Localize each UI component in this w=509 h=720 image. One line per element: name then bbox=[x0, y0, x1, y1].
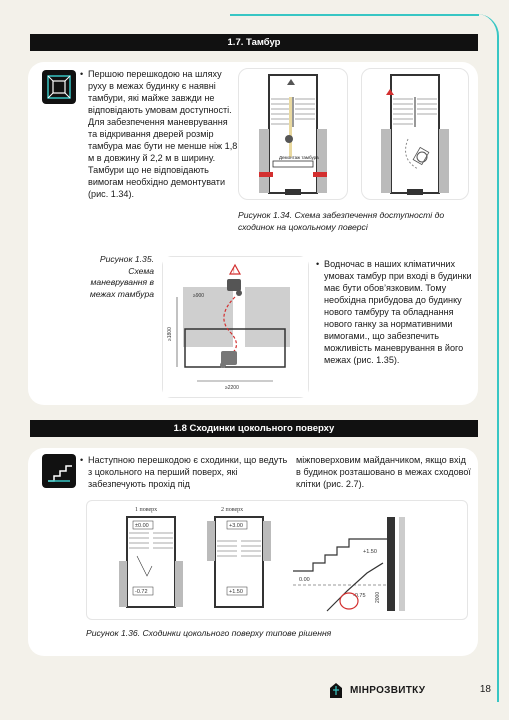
section-mark-2: 0.00 bbox=[299, 577, 310, 583]
fig-135-dim-900: ≥900 bbox=[193, 293, 205, 299]
section-title-stairs: 1.8 Сходинки цокольного поверху bbox=[30, 420, 478, 437]
svg-text:≥2200: ≥2200 bbox=[225, 385, 239, 391]
vestibule-text: Першою перешкодою на шляху руху в межах будинку є наявні тамбури, які майже завжди не відповідають умовам доступності. Для забезпечення маневрування та відкривання дверей розмір тамбура має бути не менше ніж 1,8 м в довжину й 2,2 м в ширину. Тамбури що не відповідають вимогам необхідно демонтувати (рис. 1.34). bbox=[88, 69, 238, 199]
section-card-stairs bbox=[28, 448, 478, 656]
caption-1-34: Рисунок 1.34. Схема забезпечення доступності до сходинок на цокольному поверсі bbox=[238, 210, 445, 232]
plan-2-label: 2 поверх bbox=[221, 507, 244, 513]
stairs-text-cont: міжповерховим майданчиком, якщо вхід в будинок розташовано в межах сходової клітки (рис. 2.7). bbox=[296, 455, 471, 489]
svg-text:!: ! bbox=[233, 269, 235, 275]
stairs-icon bbox=[42, 454, 76, 488]
vestibule-paragraph-2 bbox=[316, 258, 472, 366]
page-number: 18 bbox=[479, 684, 491, 695]
fig-134-note: Демонтаж тамбура bbox=[279, 155, 319, 160]
ministry-logo bbox=[328, 682, 344, 700]
accent-line bbox=[230, 14, 479, 16]
section-mark-3: -0.75 bbox=[353, 593, 366, 599]
plan-mark-3: +3.00 bbox=[229, 523, 243, 529]
stairs-paragraph-cont bbox=[296, 454, 471, 490]
bullet-dot: • bbox=[316, 259, 320, 269]
figure-1-36 bbox=[86, 500, 468, 620]
caption-1-35: Рисунок 1.35. Схема маневрування в межах тамбура bbox=[89, 254, 154, 299]
stairs-text: Наступною перешкодою є сходинки, що ведуть з цокольного на перший поверх, які забезпечують прохід під bbox=[88, 455, 288, 489]
caption-1-36: Рисунок 1.36. Сходинки цокольного поверху типове рішення bbox=[86, 628, 332, 638]
vestibule-paragraph bbox=[80, 68, 238, 200]
plan-mark-2: -0.72 bbox=[135, 589, 148, 595]
vestibule-text-2: Водночас в наших кліматичних умовах тамбур при вході в будинки має бути обов’язковим. Тому необхідна прибудова до будинку нового тамбуру та обладнання нового ганку за нормативними вимогами., що забезпечить можливість маневрування в його межах (рис. 1.35). bbox=[324, 259, 472, 365]
section-mark-1: +1.50 bbox=[363, 549, 377, 555]
figure-1-34-right bbox=[361, 68, 469, 200]
figure-1-35 bbox=[162, 256, 309, 398]
plan-mark-1: ±0.00 bbox=[135, 523, 149, 529]
ministry-brand: МІНРОЗВИТКУ bbox=[350, 685, 426, 696]
plan-mark-4: +1.50 bbox=[229, 589, 243, 595]
section-mark-4: 2000 bbox=[375, 591, 381, 603]
stairs-paragraph bbox=[80, 454, 288, 490]
vestibule-icon bbox=[42, 70, 76, 104]
bullet-dot: • bbox=[80, 69, 84, 79]
bullet-dot: • bbox=[80, 455, 84, 465]
plan-1-label: 1 поверх bbox=[135, 507, 158, 513]
figure-1-34-left bbox=[238, 68, 348, 200]
section-card-vestibule bbox=[28, 62, 478, 405]
svg-text:≥1800: ≥1800 bbox=[167, 327, 173, 341]
section-title-vestibule: 1.7. Тамбур bbox=[30, 34, 478, 51]
